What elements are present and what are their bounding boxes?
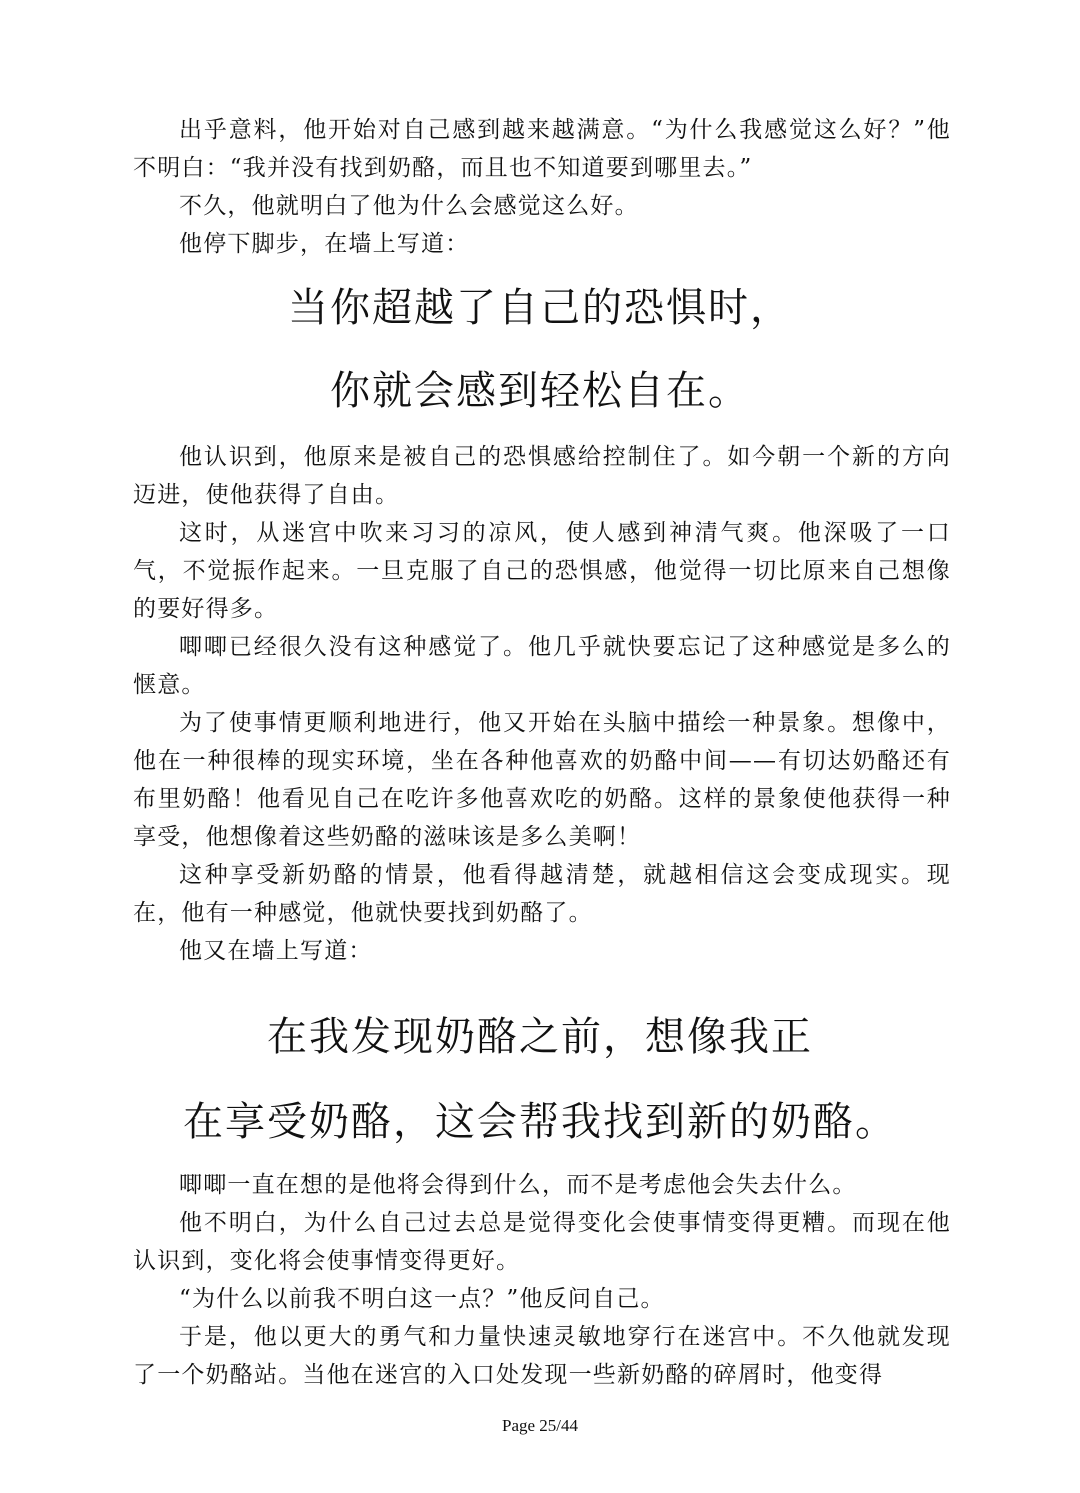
paragraph: 不久，他就明白了他为什么会感觉这么好。 (179, 193, 639, 219)
paragraph: 他又在墙上写道： (179, 938, 373, 964)
text-block-a (133, 111, 951, 263)
wall-quote-2-line-1: 在我发现奶酪之前，想像我正 (267, 1014, 813, 1060)
paragraph: 唧唧已经很久没有这种感觉了。他几乎就快要忘记了这种感觉是多么的惬意。 (133, 634, 951, 698)
paragraph: 他认识到，他原来是被自己的恐惧感给控制住了。如今朝一个新的方向迈进，使他获得了自由。 (133, 444, 951, 508)
paragraph: 于是，他以更大的勇气和力量快速灵敏地穿行在迷宫中。不久他就发现了一个奶酪站。当他在迷宫的入口处发现一些新奶酪的碎屑时，他变得 (133, 1324, 951, 1388)
paragraph: 他不明白，为什么自己过去总是觉得变化会使事情变得更糟。而现在他认识到，变化将会使事情变得更好。 (133, 1210, 951, 1274)
paragraph: 这种享受新奶酪的情景，他看得越清楚，就越相信这会变成现实。现在，他有一种感觉，他就快要找到奶酪了。 (133, 862, 951, 926)
paragraph: “为什么以前我不明白这一点？”他反问自己。 (179, 1286, 665, 1312)
paragraph: 出乎意料，他开始对自己感到越来越满意。“为什么我感觉这么好？”他不明白：“我并没有找到奶酪，而且也不知道要到哪里去。” (133, 117, 951, 181)
text-block-c (133, 1166, 951, 1394)
text-block-b (133, 438, 951, 970)
paragraph: 唧唧一直在想的是他将会得到什么，而不是考虑他会失去什么。 (179, 1172, 857, 1198)
paragraph: 为了使事情更顺利地进行，他又开始在头脑中描绘一种景象。想像中，他在一种很棒的现实环境，坐在各种他喜欢的奶酪中间——有切达奶酪还有布里奶酪！他看见自己在吃许多他喜欢吃的奶酪。这样的景象使他获得一种享受，他想像着这些奶酪的滋味该是多么美啊！ (133, 710, 951, 850)
paragraph: 这时，从迷宫中吹来习习的凉风，使人感到神清气爽。他深吸了一口气，不觉振作起来。一旦克服了自己的恐惧感，他觉得一切比原来自己想像的要好得多。 (133, 520, 951, 622)
wall-quote-2-line-2: 在享受奶酪，这会帮我找到新的奶酪。 (183, 1099, 897, 1145)
wall-quote-1-line-1: 当你超越了自己的恐惧时， (288, 285, 792, 331)
wall-quote-1-line-2: 你就会感到轻松自在。 (330, 368, 750, 414)
paragraph: 他停下脚步，在墙上写道： (179, 231, 470, 257)
page-number: Page 25/44 (501, 1416, 579, 1435)
